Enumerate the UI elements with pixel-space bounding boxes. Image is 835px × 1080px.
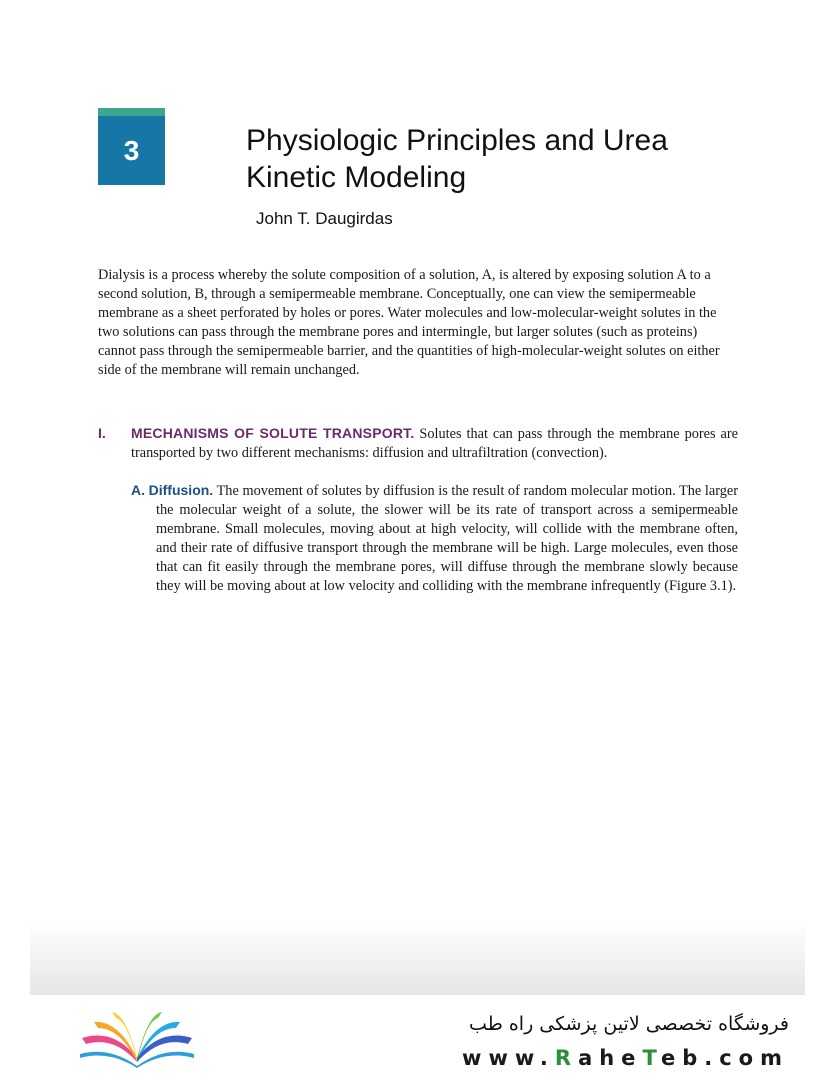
footer-url [462, 1046, 789, 1070]
subsection-heading: Diffusion. [148, 482, 214, 498]
section-text: Solutes that can pass through the membrane pores are transported by two different mechanisms: diffusion and ultrafiltration (convection). [131, 426, 738, 461]
footer-shade [30, 920, 805, 995]
url-mid: ahe [578, 1046, 643, 1070]
chapter-title [246, 122, 806, 196]
chapter-title-line1: Physiologic Principles and Urea [246, 124, 668, 157]
section-body [131, 424, 738, 462]
footer-persian-text: فروشگاه تخصصی لاتین پزشکی راه طب [469, 1013, 789, 1035]
intro-paragraph: Dialysis is a process whereby the solute composition of a solution, A, is altered by exposing solution A to a second solution, B, through a semipermeable membrane. Conceptually, one can view the semipermeable membrane as a sheet perforated by holes or pores. Water molecules and low-molecular-weight solutes in the two solutions can pass through the membrane pores and intermingle, but larger solutes (such as proteins) cannot pass through the semipermeable barrier, and the quantities of high-molecular-weight solutes on either side of the membrane will remain unchanged. [98, 267, 720, 378]
section-mechanisms [98, 424, 738, 462]
chapter-number: 3 [123, 134, 140, 166]
author-name: John T. Daugirdas [256, 209, 393, 228]
subsection-text: The movement of solutes by diffusion is the result of random molecular motion. The larger the molecular weight of a solute, the slower will be its rate of transport across a semipermeable membrane. Small molecules, moving about at high velocity, will collide with the membrane often, and their rate of diffusive transport through the membrane will be high. Large molecules, even those that can fit easily through the membrane pores, will diffuse through the membrane slowly because they will be moving about at low velocity and colliding with the membrane infrequently (Figure 3.1). [156, 483, 738, 594]
url-r: R [554, 1046, 579, 1070]
url-t: T [642, 1046, 661, 1070]
subsection-diffusion [131, 481, 738, 595]
subsection-letter: A. [131, 482, 145, 498]
section-number: I. [98, 425, 106, 441]
chapter-number-badge [98, 108, 165, 185]
url-suffix: eb.com [660, 1046, 789, 1070]
section-heading: MECHANISMS OF SOLUTE TRANSPORT. [131, 425, 415, 441]
chapter-title-line2: Kinetic Modeling [246, 161, 467, 194]
subsection-body [131, 481, 738, 595]
url-prefix: www. [462, 1046, 555, 1070]
book-logo-icon [74, 1008, 200, 1068]
